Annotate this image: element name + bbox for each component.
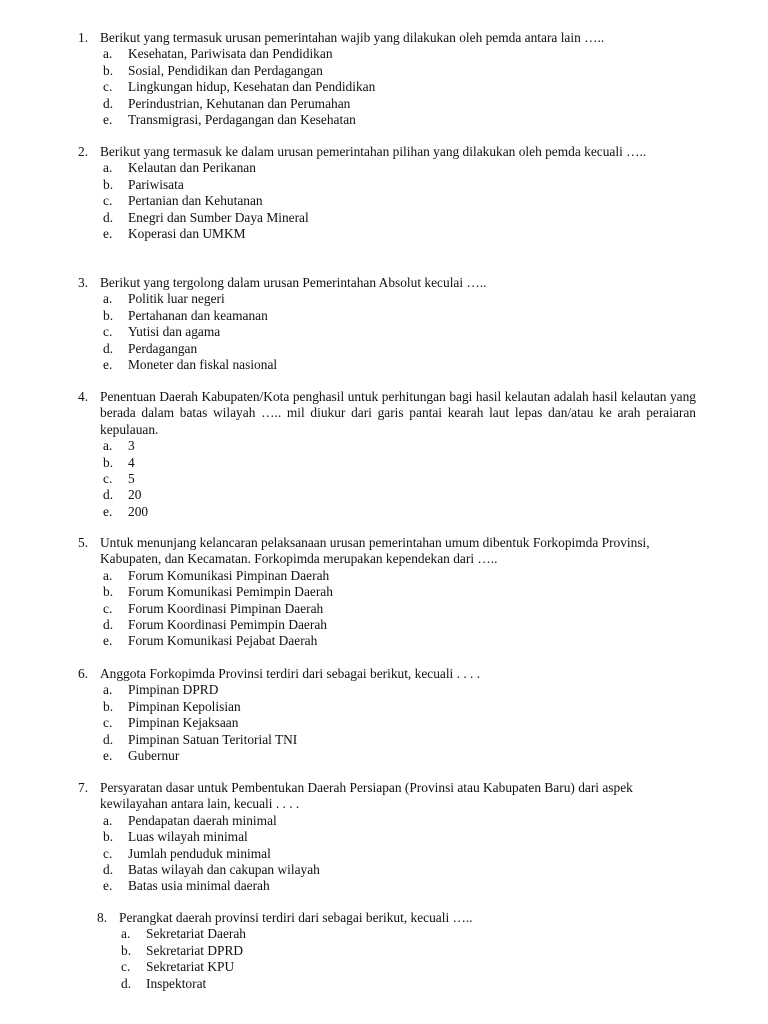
option-item	[0, 341, 696, 357]
option-item	[0, 926, 715, 942]
option-list	[0, 568, 696, 650]
option-letter: d.	[103, 617, 114, 633]
option-list	[0, 813, 696, 895]
option-letter: b.	[103, 454, 114, 470]
option-item	[0, 878, 696, 894]
option-text: 20	[128, 487, 142, 503]
option-text: Forum Koordinasi Pemimpin Daerah	[128, 617, 327, 633]
option-text: Pimpinan DPRD	[128, 682, 219, 698]
option-text: Perdagangan	[128, 340, 198, 356]
question-number: 6.	[78, 666, 89, 681]
option-list	[0, 682, 696, 764]
option-list	[0, 291, 696, 373]
option-letter: e.	[103, 226, 113, 242]
option-letter: d.	[103, 209, 114, 225]
option-letter: a.	[103, 812, 113, 828]
option-list	[0, 438, 696, 520]
option-item	[0, 160, 696, 176]
option-letter: b.	[103, 698, 114, 714]
option-text: Forum Komunikasi Pimpinan Daerah	[128, 567, 330, 583]
option-letter: d.	[103, 862, 114, 878]
option-item	[0, 324, 696, 340]
option-text: Pimpinan Kejaksaan	[128, 715, 239, 731]
option-item	[0, 584, 696, 600]
question-number: 4.	[78, 389, 89, 404]
option-letter: d.	[103, 95, 114, 111]
option-item	[0, 699, 696, 715]
option-letter: c.	[103, 471, 113, 487]
option-letter: a.	[103, 291, 113, 307]
option-item	[0, 813, 696, 829]
option-letter: c.	[103, 79, 113, 95]
option-letter: c.	[103, 845, 113, 861]
question-number: 1.	[78, 30, 89, 45]
option-item	[0, 438, 696, 454]
option-item	[0, 210, 696, 226]
option-text: Jumlah penduduk minimal	[128, 845, 271, 861]
option-text: Gubernur	[128, 748, 180, 764]
question-text: Untuk menunjang kelancaran pelaksanaan urusan pemerintahan umum dibentuk Forkopimda Provinsi, Kabupaten, dan Kecamatan. Forkopimda merupakan kependekan dari …..	[100, 535, 650, 567]
question-text: Berikut yang termasuk urusan pemerintahan wajib yang dilakukan oleh pemda antara lain …..	[100, 30, 605, 45]
option-item	[0, 568, 696, 584]
question-text: Penentuan Daerah Kabupaten/Kota penghasil untuk perhitungan bagi hasil kelautan adalah hasil kelautan yang berada dalam batas wilayah ….. mil diukur dari garis pantai kearah laut lepas dan/atau ke arah peraiaran kepulauan.	[100, 389, 696, 437]
question-1	[0, 30, 696, 128]
option-letter: b.	[103, 307, 114, 323]
option-item	[0, 504, 696, 520]
option-item	[0, 959, 715, 975]
option-item	[0, 732, 696, 748]
option-letter: a.	[103, 567, 113, 583]
option-text: Batas wilayah dan cakupan wilayah	[128, 862, 320, 878]
option-text: Forum Koordinasi Pimpinan Daerah	[128, 600, 324, 616]
option-item	[0, 862, 696, 878]
option-letter: a.	[103, 438, 113, 454]
question-3	[0, 275, 696, 373]
question-2	[0, 144, 696, 242]
option-letter: b.	[103, 176, 114, 192]
option-item	[0, 601, 696, 617]
option-letter: e.	[103, 357, 113, 373]
option-text: Pertahanan dan keamanan	[128, 307, 268, 323]
option-item	[0, 112, 696, 128]
option-text: Forum Komunikasi Pejabat Daerah	[128, 633, 318, 649]
question-text: Berikut yang tergolong dalam urusan Pemerintahan Absolut keculai …..	[100, 275, 487, 290]
option-letter: c.	[103, 193, 113, 209]
option-text: Sekretariat DPRD	[146, 942, 244, 958]
option-item	[0, 846, 696, 862]
option-item	[0, 487, 696, 503]
option-text: Perindustrian, Kehutanan dan Perumahan	[128, 95, 351, 111]
option-item	[0, 682, 696, 698]
question-7	[0, 780, 696, 895]
option-item	[0, 193, 696, 209]
option-text: Moneter dan fiskal nasional	[128, 357, 278, 373]
option-item	[0, 471, 696, 487]
option-text: Transmigrasi, Perdagangan dan Kesehatan	[128, 112, 356, 128]
question-number: 5.	[78, 535, 89, 550]
option-text: Sekretariat KPU	[146, 959, 235, 975]
question-text: Berikut yang termasuk ke dalam urusan pemerintahan pilihan yang dilakukan oleh pemda kecuali …..	[100, 144, 647, 159]
option-letter: b.	[121, 942, 132, 958]
option-text: Yutisi dan agama	[128, 324, 221, 340]
option-letter: a.	[121, 926, 131, 942]
option-item	[0, 455, 696, 471]
option-letter: c.	[103, 600, 113, 616]
option-text: Sekretariat Daerah	[146, 926, 246, 942]
option-letter: e.	[103, 503, 113, 519]
option-item	[0, 633, 696, 649]
question-number: 2.	[78, 144, 89, 159]
option-text: 4	[128, 454, 135, 470]
option-letter: c.	[103, 715, 113, 731]
option-text: Kesehatan, Pariwisata dan Pendidikan	[128, 46, 333, 62]
question-5	[0, 535, 696, 650]
option-text: 5	[128, 471, 135, 487]
option-item	[0, 96, 696, 112]
option-letter: c.	[103, 324, 113, 340]
option-list	[0, 926, 715, 992]
question-number: 8.	[97, 910, 108, 925]
option-letter: d.	[103, 487, 114, 503]
option-letter: b.	[103, 584, 114, 600]
question-8	[0, 910, 715, 992]
option-item	[0, 79, 696, 95]
option-item	[0, 715, 696, 731]
option-text: Inspektorat	[146, 975, 207, 991]
option-letter: b.	[103, 62, 114, 78]
option-letter: e.	[103, 112, 113, 128]
option-letter: a.	[103, 46, 113, 62]
option-item	[0, 943, 715, 959]
option-text: Kelautan dan Perikanan	[128, 160, 256, 176]
option-item	[0, 63, 696, 79]
option-text: Sosial, Pendidikan dan Perdagangan	[128, 62, 323, 78]
option-letter: d.	[121, 975, 132, 991]
option-text: Pendapatan daerah minimal	[128, 812, 277, 828]
option-item	[0, 226, 696, 242]
option-letter: d.	[103, 340, 114, 356]
option-list	[0, 160, 696, 242]
option-text: Pariwisata	[128, 176, 184, 192]
option-text: Enegri dan Sumber Daya Mineral	[128, 209, 309, 225]
option-letter: e.	[103, 878, 113, 894]
option-text: Batas usia minimal daerah	[128, 878, 270, 894]
option-item	[0, 177, 696, 193]
option-item	[0, 748, 696, 764]
option-letter: e.	[103, 633, 113, 649]
option-letter: c.	[121, 959, 131, 975]
option-text: 200	[128, 503, 149, 519]
option-text: Forum Komunikasi Pemimpin Daerah	[128, 584, 333, 600]
option-item	[0, 976, 715, 992]
option-item	[0, 829, 696, 845]
option-letter: b.	[103, 829, 114, 845]
question-text: Anggota Forkopimda Provinsi terdiri dari sebagai berikut, kecuali . . . .	[100, 666, 481, 681]
option-text: Koperasi dan UMKM	[128, 226, 246, 242]
option-item	[0, 291, 696, 307]
option-text: Pimpinan Kepolisian	[128, 698, 241, 714]
option-item	[0, 308, 696, 324]
option-text: Politik luar negeri	[128, 291, 225, 307]
question-number: 3.	[78, 275, 89, 290]
option-letter: a.	[103, 160, 113, 176]
option-text: Luas wilayah minimal	[128, 829, 248, 845]
question-4	[0, 389, 696, 520]
option-item	[0, 46, 696, 62]
option-list	[0, 46, 696, 128]
option-text: 3	[128, 438, 135, 454]
option-letter: d.	[103, 731, 114, 747]
question-text: Perangkat daerah provinsi terdiri dari sebagai berikut, kecuali …..	[119, 910, 473, 925]
option-item	[0, 357, 696, 373]
question-6	[0, 666, 696, 764]
option-letter: a.	[103, 682, 113, 698]
option-letter: e.	[103, 748, 113, 764]
option-text: Pimpinan Satuan Teritorial TNI	[128, 731, 298, 747]
option-text: Pertanian dan Kehutanan	[128, 193, 263, 209]
question-text: Persyaratan dasar untuk Pembentukan Daerah Persiapan (Provinsi atau Kabupaten Baru) dari aspek kewilayahan antara lain, kecuali . . . .	[100, 780, 633, 812]
option-item	[0, 617, 696, 633]
option-text: Lingkungan hidup, Kesehatan dan Pendidikan	[128, 79, 376, 95]
question-number: 7.	[78, 780, 89, 795]
